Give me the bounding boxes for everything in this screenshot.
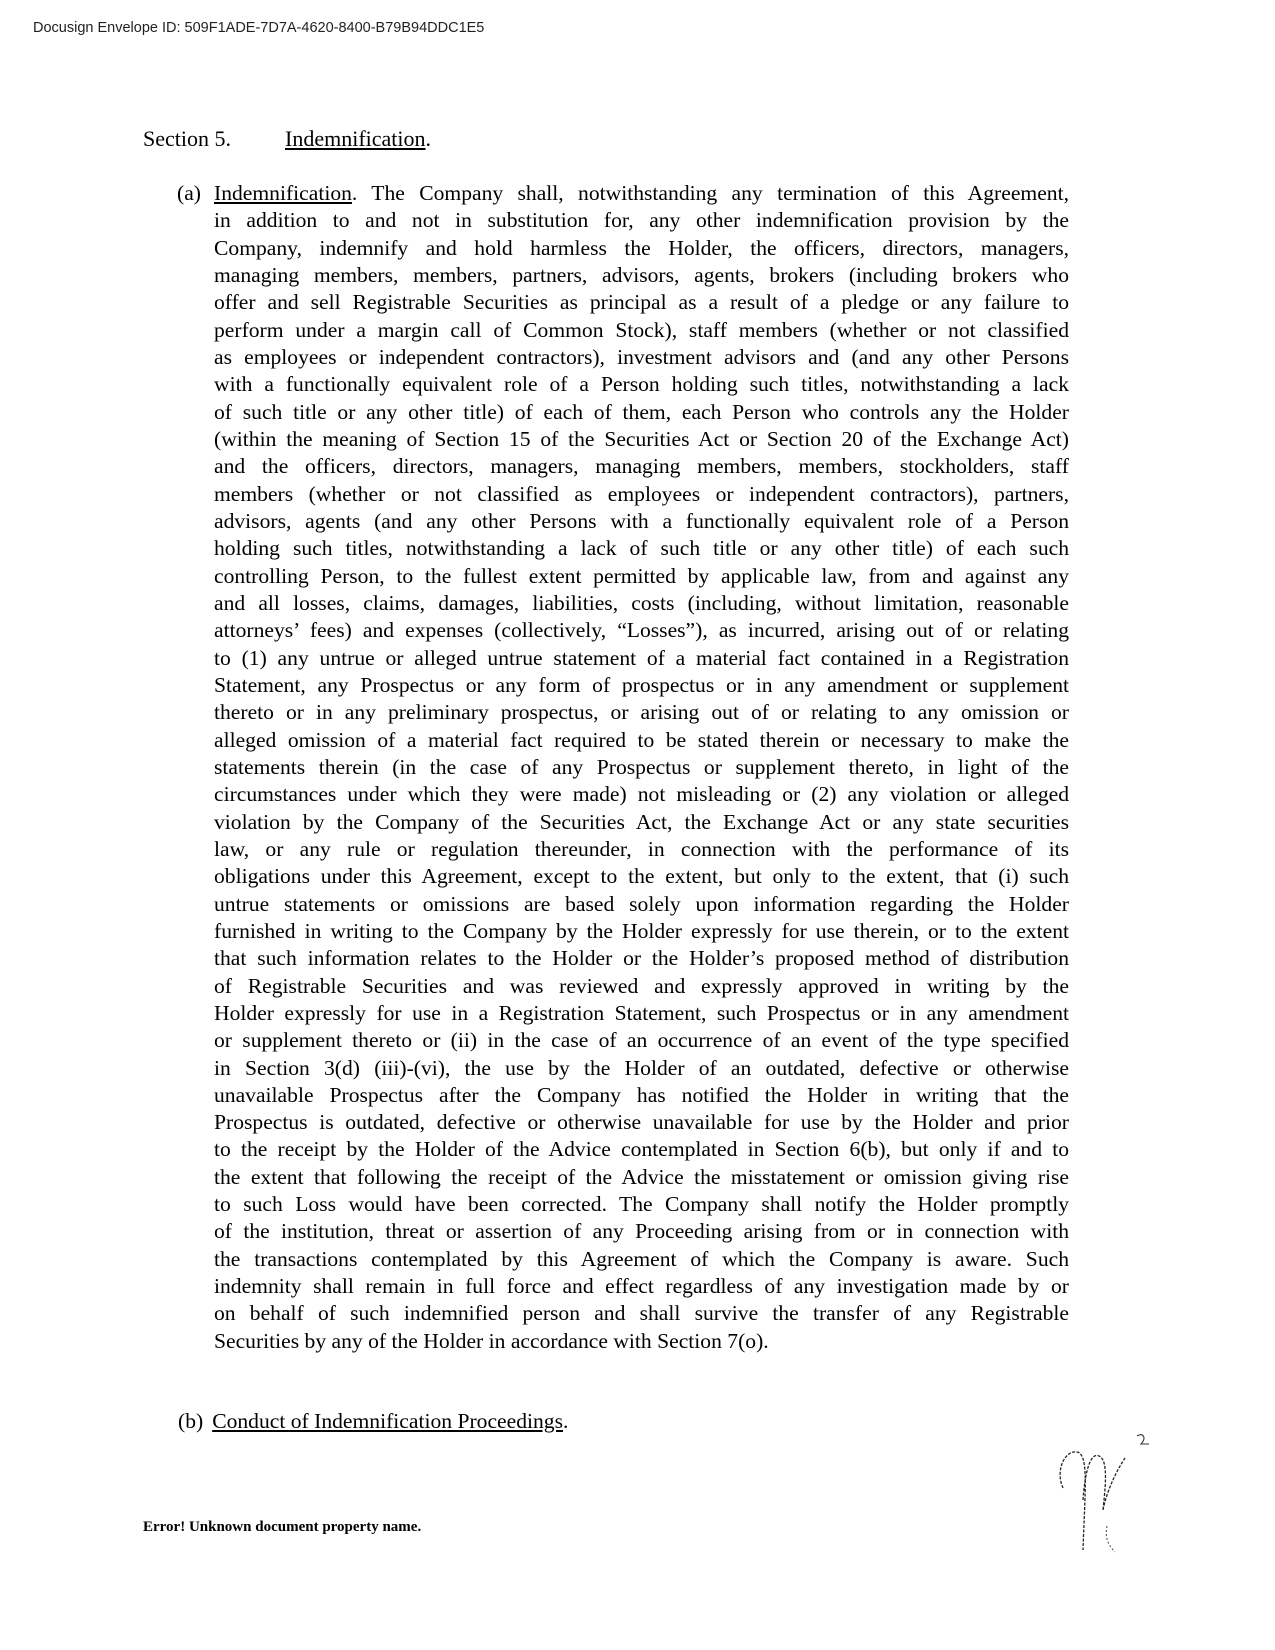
paragraph-line: to the receipt by the Holder of the Advice contemplated in Section 6(b), but only if and to xyxy=(214,1137,1069,1162)
paragraph-a xyxy=(177,180,1069,1355)
paragraph-line: Company, indemnify and hold harmless the Holder, the officers, directors, managers, xyxy=(214,235,1069,260)
paragraph-line: on behalf of such indemnified person and shall survive the transfer of any Registrable xyxy=(214,1301,1069,1326)
paragraph-line: as employees or independent contractors), investment advisors and (and any other Persons xyxy=(214,344,1069,369)
paragraph-label: (b) xyxy=(178,1409,204,1433)
paragraph-line: thereto or in any preliminary prospectus, or arising out of or relating to any omission or xyxy=(214,700,1069,725)
paragraph-line: Prospectus is outdated, defective or otherwise unavailable for use by the Holder and prior xyxy=(214,1110,1069,1135)
paragraph-label: (a) xyxy=(177,181,201,205)
paragraph-line: that such information relates to the Holder or the Holder’s proposed method of distribution xyxy=(214,946,1069,971)
paragraph-line: of the institution, threat or assertion of any Proceeding arising from or in connection with xyxy=(214,1219,1069,1244)
paragraph-line: furnished in writing to the Company by the Holder expressly for use therein, or to the extent xyxy=(214,918,1069,943)
paragraph-line: offer and sell Registrable Securities as principal as a result of a pledge or any failure to xyxy=(214,290,1069,315)
paragraph-line: holding such titles, notwithstanding a lack of such title or any other title) of each such xyxy=(214,536,1069,561)
paragraph-line: the transactions contemplated by this Agreement of which the Company is aware. Such xyxy=(214,1246,1069,1271)
paragraph-line: statements therein (in the case of any Prospectus or supplement thereto, in light of the xyxy=(214,754,1069,779)
section-number: Section 5. xyxy=(143,126,231,151)
paragraph-line: obligations under this Agreement, except to the extent, but only to the extent, that (i) such xyxy=(214,864,1069,889)
paragraph-line: of such title or any other title) of each of them, each Person who controls any the Holder xyxy=(214,399,1069,424)
paragraph-line: violation by the Company of the Securities Act, the Exchange Act or any state securities xyxy=(214,809,1069,834)
paragraph-heading: Conduct of Indemnification Proceedings xyxy=(212,1409,564,1433)
paragraph-line: managing members, members, partners, advisors, agents, brokers (including brokers who xyxy=(214,262,1069,287)
paragraph-line: indemnity shall remain in full force and effect regardless of any investigation made by or xyxy=(214,1274,1069,1299)
paragraph-line: untrue statements or omissions are based solely upon information regarding the Holder xyxy=(214,891,1069,916)
paragraph-line: controlling Person, to the fullest extent permitted by applicable law, from and against any xyxy=(214,563,1069,588)
paragraph-line: advisors, agents (and any other Persons with a functionally equivalent role of a Person xyxy=(214,508,1069,533)
paragraph-line: in addition to and not in substitution for, any other indemnification provision by the xyxy=(214,208,1069,233)
paragraph-line: the extent that following the receipt of the Advice the misstatement or omission giving rise xyxy=(214,1164,1069,1189)
paragraph-line: alleged omission of a material fact required to be stated therein or necessary to make the xyxy=(214,727,1069,752)
paragraph-line: in Section 3(d) (iii)-(vi), the use by the Holder of an outdated, defective or otherwise xyxy=(214,1055,1069,1080)
paragraph-line: Statement, any Prospectus or any form of prospectus or in any amendment or supplement xyxy=(214,672,1069,697)
paragraph-line: (a) Indemnification. The Company shall, notwithstanding any termination of this Agreement, xyxy=(214,180,1069,207)
paragraph-line: perform under a margin call of Common Stock), staff members (whether or not classified xyxy=(214,317,1069,342)
paragraph-line: unavailable Prospectus after the Company has notified the Holder in writing that the xyxy=(214,1082,1069,1107)
signature-initials xyxy=(1045,1430,1180,1560)
section-title: Indemnification. xyxy=(285,126,432,151)
paragraph-line: circumstances under which they were made) not misleading or (2) any violation or alleged xyxy=(214,782,1069,807)
paragraph-line: Securities by any of the Holder in accordance with Section 7(o). xyxy=(214,1328,769,1353)
paragraph-line: Holder expressly for use in a Registration Statement, such Prospectus or in any amendment xyxy=(214,1000,1069,1025)
paragraph-b: (b) Conduct of Indemnification Proceedings. xyxy=(178,1409,569,1433)
footer-error-text: Error! Unknown document property name. xyxy=(143,1519,422,1535)
paragraph-line: law, or any rule or regulation thereunder, in connection with the performance of its xyxy=(214,836,1069,861)
paragraph-line: (within the meaning of Section 15 of the Securities Act or Section 20 of the Exchange Act) xyxy=(214,426,1069,451)
paragraph-line: attorneys’ fees) and expenses (collectively, “Losses”), as incurred, arising out of or relating xyxy=(214,618,1069,643)
paragraph-line: or supplement thereto or (ii) in the case of an occurrence of an event of the type specified xyxy=(214,1028,1069,1053)
paragraph-line: members (whether or not classified as employees or independent contractors), partners, xyxy=(214,481,1069,506)
paragraph-line: to such Loss would have been corrected. The Company shall notify the Holder promptly xyxy=(214,1192,1069,1217)
paragraph-heading: Indemnification xyxy=(214,181,352,205)
paragraph-line: with a functionally equivalent role of a Person holding such titles, notwithstanding a lack xyxy=(214,372,1069,397)
paragraph-line: to (1) any untrue or alleged untrue statement of a material fact contained in a Registration xyxy=(214,645,1069,670)
envelope-id: Docusign Envelope ID: 509F1ADE-7D7A-4620-8400-B79B94DDC1E5 xyxy=(33,20,485,36)
paragraph-line: and all losses, claims, damages, liabilities, costs (including, without limitation, reasonable xyxy=(214,590,1069,615)
paragraph-line: and the officers, directors, managers, managing members, members, stockholders, staff xyxy=(214,454,1069,479)
paragraph-line: of Registrable Securities and was reviewed and expressly approved in writing by the xyxy=(214,973,1069,998)
